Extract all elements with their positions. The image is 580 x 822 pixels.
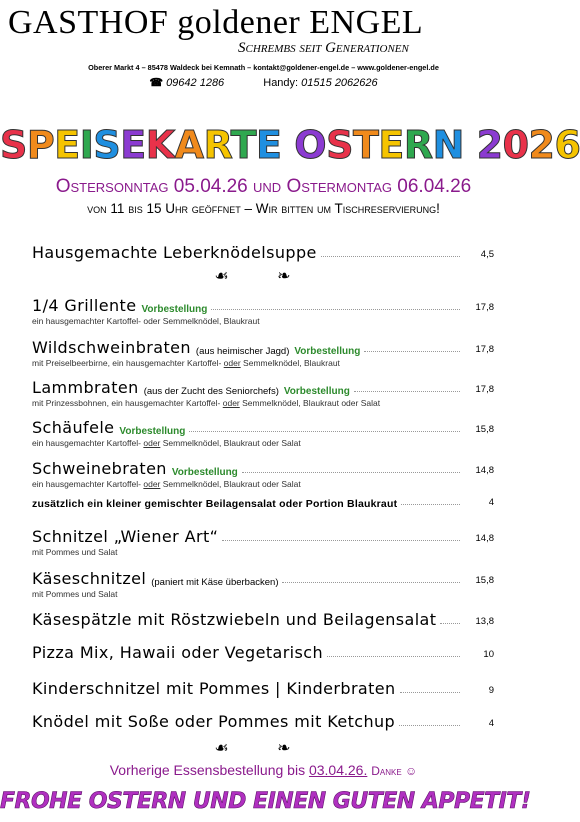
menu-item bbox=[32, 243, 494, 262]
menu-item-name: Käseschnitzel bbox=[32, 569, 147, 588]
phone-line bbox=[0, 76, 527, 89]
opening-dates: Ostersonntag 05.04.26 und Ostermontag 06.04.26 bbox=[55, 176, 472, 197]
menu-item-note: (aus der Zucht des Seniorchefs) bbox=[143, 386, 279, 397]
menu-item-price: 13,8 bbox=[475, 616, 494, 627]
menu-title-letter: E bbox=[120, 123, 146, 167]
preorder-note bbox=[0, 762, 527, 778]
thanks-text: Danke ☺ bbox=[371, 764, 418, 778]
address-line: Oberer Markt 4 – 85478 Waldeck bei Kemnath – kontakt@goldener-engel.de – www.goldener-engel.de bbox=[88, 63, 439, 72]
menu-item-name: Wildschweinbraten bbox=[32, 338, 191, 357]
menu-item-price: 17,8 bbox=[475, 344, 494, 355]
menu-item-row bbox=[32, 679, 494, 698]
menu-item-price: 17,8 bbox=[475, 302, 494, 313]
menu-item bbox=[32, 338, 494, 368]
menu-title-letter: 0 bbox=[502, 123, 529, 167]
preorder-badge: Vorbestellung bbox=[294, 346, 361, 357]
menu-item-price: 10 bbox=[483, 649, 494, 660]
menu-item-price: 15,8 bbox=[475, 424, 494, 435]
menu-title-letter: A bbox=[174, 123, 204, 167]
dot-leader bbox=[399, 725, 460, 726]
menu-item-row bbox=[32, 378, 494, 397]
menu-item-row bbox=[32, 338, 494, 357]
menu-item-name: Knödel mit Soße oder Pommes mit Ketchup bbox=[32, 712, 396, 731]
menu-title-letter: E bbox=[256, 123, 282, 167]
opening-hours: von 11 bis 15 Uhr geöffnet – Wir bitten um Tischreservierung! bbox=[87, 201, 440, 216]
phone-number[interactable]: 09642 1286 bbox=[166, 77, 225, 89]
ornament-divider-top: ☙ ❧ bbox=[214, 268, 313, 285]
menu-item-name: Käsespätzle mit Röstzwiebeln und Beilagensalat bbox=[32, 610, 437, 629]
menu-item-price: 15,8 bbox=[475, 575, 494, 586]
menu-item-price: 14,8 bbox=[475, 465, 494, 476]
menu-title-letter: R bbox=[203, 123, 231, 167]
menu-item-price: 14,8 bbox=[475, 533, 494, 544]
menu-item-name: Schäufele bbox=[32, 418, 115, 437]
menu-item bbox=[32, 527, 494, 557]
preorder-badge: Vorbestellung bbox=[283, 386, 350, 397]
menu-item-price: 9 bbox=[488, 685, 494, 696]
menu-item-row bbox=[32, 497, 494, 510]
mobile-group bbox=[263, 77, 377, 89]
menu-item bbox=[32, 418, 494, 448]
dot-leader bbox=[242, 472, 460, 473]
menu-item-price: 4 bbox=[488, 497, 494, 508]
menu-title-letter: S bbox=[326, 123, 353, 167]
menu-item-extra: zusätzlich ein kleiner gemischter Beilagensalat oder Portion Blaukraut bbox=[32, 498, 398, 510]
menu-item-row bbox=[32, 459, 494, 478]
menu-item-description: ein hausgemachter Kartoffel- oder Semmelknödel, Blaukraut oder Salat bbox=[32, 438, 301, 448]
menu-item-row bbox=[32, 569, 494, 588]
menu-title-letter: E bbox=[378, 123, 404, 167]
menu-item bbox=[32, 497, 494, 510]
menu-item-name: Hausgemachte Leberknödelsuppe bbox=[32, 243, 317, 262]
menu-item-row bbox=[32, 527, 494, 546]
menu-item-description: ein hausgemachter Kartoffel- oder Semmelknödel, Blaukraut bbox=[32, 316, 260, 326]
menu-item-price: 4 bbox=[488, 718, 494, 729]
menu-item bbox=[32, 378, 494, 408]
menu-item-name: 1/4 Grillente bbox=[32, 296, 137, 315]
menu-title-letter: 2 bbox=[476, 123, 503, 167]
ornament-divider-bottom: ☙ ❧ bbox=[214, 740, 313, 757]
dot-leader bbox=[211, 309, 460, 310]
menu-title-letter: E bbox=[54, 123, 80, 167]
phone-icon: ☎ bbox=[149, 77, 164, 89]
easter-greeting: FROHE OSTERN UND EINEN GUTEN APPETIT! bbox=[0, 789, 531, 814]
dot-leader bbox=[354, 391, 460, 392]
preorder-badge: Vorbestellung bbox=[141, 304, 208, 315]
menu-item-description: mit Pommes und Salat bbox=[32, 589, 118, 599]
dot-leader bbox=[440, 623, 460, 624]
menu-item-name: Pizza Mix, Hawaii oder Vegetarisch bbox=[32, 643, 323, 662]
menu-item-row bbox=[32, 418, 494, 437]
dot-leader bbox=[222, 540, 460, 541]
menu-item-row bbox=[32, 712, 494, 731]
menu-title-letter: 2 bbox=[528, 123, 555, 167]
dot-leader bbox=[189, 431, 460, 432]
menu-item-name: Schweinebraten bbox=[32, 459, 167, 478]
dot-leader bbox=[327, 656, 460, 657]
menu-item bbox=[32, 459, 494, 489]
menu-title-letter: 6 bbox=[554, 123, 580, 167]
preorder-text: Vorherige Essensbestellung bis bbox=[109, 762, 309, 778]
menu-title-letter bbox=[282, 123, 295, 167]
menu-item-price: 4,5 bbox=[480, 249, 494, 260]
preorder-badge: Vorbestellung bbox=[171, 467, 238, 478]
menu-title-letter: T bbox=[230, 123, 257, 167]
menu-item-name: Kinderschnitzel mit Pommes | Kinderbraten bbox=[32, 679, 396, 698]
menu-item-description: mit Pommes und Salat bbox=[32, 547, 118, 557]
menu-title-letter: R bbox=[403, 123, 433, 167]
menu-title-letter: S bbox=[93, 123, 121, 167]
menu-item-row bbox=[32, 610, 494, 629]
menu-item bbox=[32, 712, 494, 731]
menu-item bbox=[32, 569, 494, 599]
preorder-badge: Vorbestellung bbox=[119, 426, 186, 437]
dot-leader bbox=[364, 351, 460, 352]
dot-leader bbox=[400, 692, 460, 693]
dot-leader bbox=[401, 504, 460, 505]
menu-item bbox=[32, 610, 494, 629]
menu-item-name: Schnitzel „Wiener Art“ bbox=[32, 527, 219, 546]
mobile-label: Handy: bbox=[263, 77, 299, 89]
menu-item-price: 17,8 bbox=[475, 384, 494, 395]
menu-item bbox=[32, 679, 494, 698]
menu-item bbox=[32, 296, 494, 326]
menu-title-letter: N bbox=[432, 123, 464, 167]
menu-title-letter: S bbox=[0, 123, 27, 167]
menu-item bbox=[32, 643, 494, 662]
menu-title-letter: T bbox=[352, 123, 379, 167]
menu-title-letter bbox=[464, 123, 477, 167]
menu-title-letter: K bbox=[145, 123, 175, 167]
mobile-number[interactable]: 01515 2062626 bbox=[301, 77, 378, 89]
menu-item-description: mit Prinzessbohnen, ein hausgemachter Kartoffel- oder Semmelknödel, Blaukraut oder Salat bbox=[32, 398, 381, 408]
phone-group bbox=[149, 77, 224, 89]
menu-item-note: (paniert mit Käse überbacken) bbox=[151, 577, 279, 588]
menu-item-row bbox=[32, 243, 494, 262]
menu-item-row bbox=[32, 296, 494, 315]
menu-item-description: mit Preiselbeerbirne, ein hausgemachter Kartoffel- oder Semmelknödel, Blaukraut bbox=[32, 358, 340, 368]
dot-leader bbox=[282, 582, 460, 583]
dot-leader bbox=[321, 256, 460, 257]
menu-item-row bbox=[32, 643, 494, 662]
restaurant-name: GASTHOF goldener ENGEL bbox=[8, 4, 424, 41]
menu-title-letter: P bbox=[26, 123, 55, 167]
menu-item-description: ein hausgemachter Kartoffel- oder Semmelknödel, Blaukraut oder Salat bbox=[32, 479, 301, 489]
preorder-date: 03.04.26. bbox=[308, 762, 368, 778]
menu-item-name: Lammbraten bbox=[32, 378, 139, 397]
menu-title-letter: I bbox=[79, 123, 94, 167]
menu-item-note: (aus heimischer Jagd) bbox=[195, 346, 290, 357]
restaurant-tagline: Schrembs seit Generationen bbox=[238, 40, 409, 56]
menu-title-letter: O bbox=[294, 123, 327, 167]
menu-title bbox=[0, 122, 580, 168]
